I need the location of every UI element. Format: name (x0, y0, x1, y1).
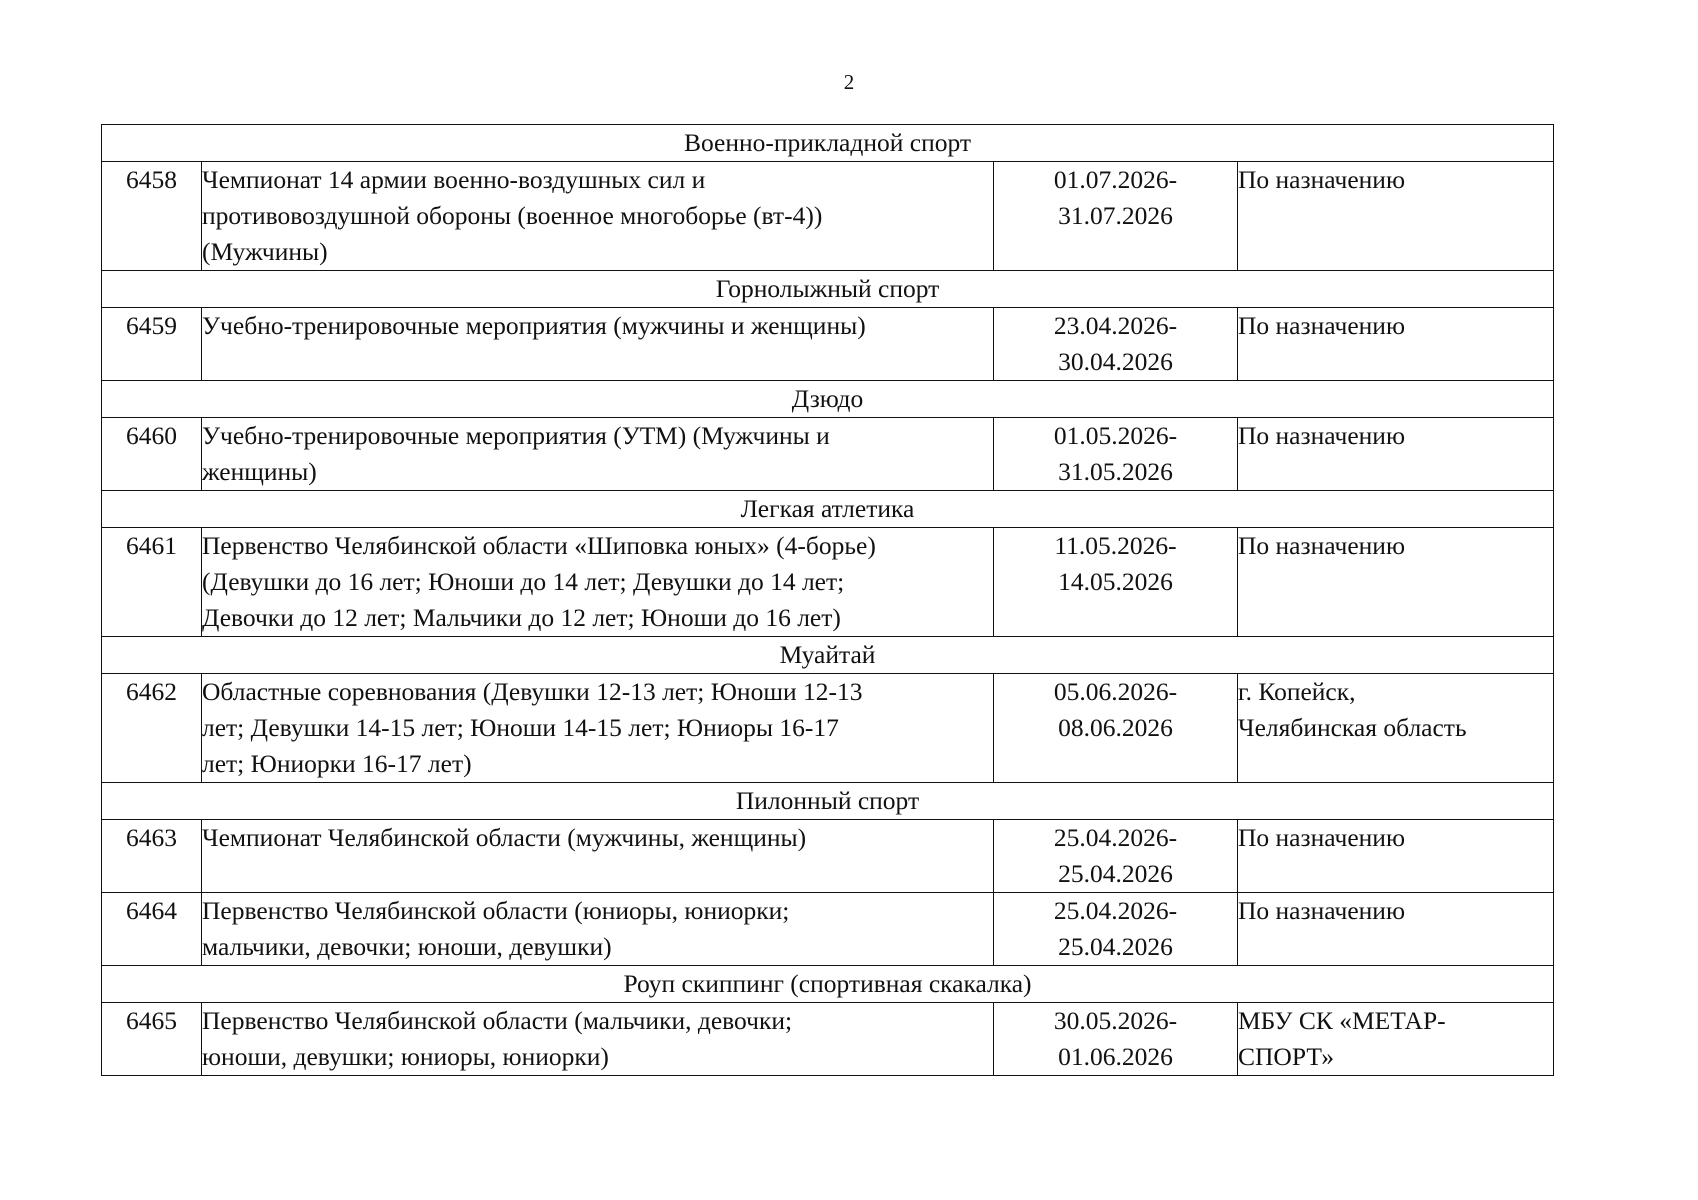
event-number: 6458 (102, 162, 202, 271)
event-date-start: 05.06.2026- (1053, 677, 1178, 706)
event-title-line: мальчики, девочки; юноши, девушки) (202, 932, 612, 961)
section-title: Пилонный спорт (102, 783, 1554, 820)
event-date-start: 30.05.2026- (1053, 1006, 1178, 1035)
event-place (1238, 308, 1554, 381)
event-title-line: лет; Девушки 14-15 лет; Юноши 14-15 лет; Юниоры 16-17 (202, 713, 839, 742)
event-number: 6460 (102, 418, 202, 491)
event-date-end: 25.04.2026 (1058, 859, 1173, 888)
event-place-line: г. Копейск, (1238, 677, 1356, 706)
event-title-line: Чемпионат Челябинской области (мужчины, женщины) (202, 823, 807, 852)
event-place (1238, 418, 1554, 491)
event-title (202, 528, 994, 637)
table-row (102, 820, 1554, 893)
section-title: Роуп скиппинг (спортивная скакалка) (102, 966, 1554, 1003)
event-dates (994, 308, 1238, 381)
events-table (101, 124, 1554, 1076)
event-title (202, 893, 994, 966)
event-place-line: По назначению (1238, 896, 1406, 925)
event-title-line: Первенство Челябинской области (мальчики, девочки; (202, 1006, 793, 1035)
event-date-end: 08.06.2026 (1058, 713, 1173, 742)
section-header-row (102, 125, 1554, 162)
section-title: Муайтай (102, 637, 1554, 674)
event-title (202, 308, 994, 381)
event-date-end: 01.06.2026 (1058, 1042, 1173, 1071)
event-place (1238, 1003, 1554, 1076)
event-dates (994, 820, 1238, 893)
event-title-line: (Мужчины) (202, 237, 328, 266)
event-place (1238, 528, 1554, 637)
event-title-line: Чемпионат 14 армии военно-воздушных сил и (202, 165, 706, 194)
section-header-row (102, 381, 1554, 418)
event-date-start: 01.05.2026- (1053, 421, 1178, 450)
event-dates (994, 893, 1238, 966)
event-title-line: Первенство Челябинской области (юниоры, юниорки; (202, 896, 790, 925)
event-dates (994, 1003, 1238, 1076)
section-title: Дзюдо (102, 381, 1554, 418)
event-date-end: 14.05.2026 (1058, 567, 1173, 596)
event-number: 6464 (102, 893, 202, 966)
event-place (1238, 674, 1554, 783)
event-title-line: Учебно-тренировочные мероприятия (УТМ) (Мужчины и (202, 421, 830, 450)
section-title: Военно-прикладной спорт (102, 125, 1554, 162)
event-place-line: СПОРТ» (1238, 1042, 1334, 1071)
event-date-start: 11.05.2026- (1054, 531, 1177, 560)
section-header-row (102, 271, 1554, 308)
event-number: 6463 (102, 820, 202, 893)
event-title-line: Девочки до 12 лет; Мальчики до 12 лет; Юноши до 16 лет) (202, 603, 841, 632)
event-number: 6465 (102, 1003, 202, 1076)
event-date-start: 25.04.2026- (1053, 823, 1178, 852)
section-title: Горнолыжный спорт (102, 271, 1554, 308)
event-place-line: По назначению (1238, 421, 1406, 450)
event-date-start: 01.07.2026- (1053, 165, 1178, 194)
page-number: 2 (843, 70, 855, 94)
event-date-end: 31.07.2026 (1058, 201, 1173, 230)
section-header-row (102, 491, 1554, 528)
event-number: 6461 (102, 528, 202, 637)
event-place-line: По назначению (1238, 165, 1406, 194)
event-title-line: Областные соревнования (Девушки 12-13 лет; Юноши 12-13 (202, 677, 863, 706)
event-dates (994, 674, 1238, 783)
event-title-line: Первенство Челябинской области «Шиповка юных» (4-борье) (202, 531, 876, 560)
event-dates (994, 418, 1238, 491)
section-header-row (102, 637, 1554, 674)
section-header-row (102, 966, 1554, 1003)
event-title (202, 820, 994, 893)
event-place-line: По назначению (1238, 311, 1406, 340)
events-table-body (102, 125, 1554, 1076)
event-date-end: 30.04.2026 (1058, 347, 1173, 376)
event-title-line: юноши, девушки; юниоры, юниорки) (202, 1042, 609, 1071)
table-row (102, 674, 1554, 783)
event-title (202, 1003, 994, 1076)
event-title (202, 162, 994, 271)
event-title (202, 674, 994, 783)
event-dates (994, 162, 1238, 271)
event-number: 6462 (102, 674, 202, 783)
event-title-line: Учебно-тренировочные мероприятия (мужчины и женщины) (202, 311, 866, 340)
event-date-start: 25.04.2026- (1053, 896, 1178, 925)
event-place (1238, 820, 1554, 893)
event-place-line: Челябинская область (1238, 713, 1467, 742)
section-title: Легкая атлетика (102, 491, 1554, 528)
event-place-line: По назначению (1238, 823, 1406, 852)
table-row (102, 893, 1554, 966)
event-title-line: (Девушки до 16 лет; Юноши до 14 лет; Девушки до 14 лет; (202, 567, 845, 596)
event-number: 6459 (102, 308, 202, 381)
event-place-line: МБУ СК «МЕТАР- (1238, 1006, 1446, 1035)
event-title-line: противовоздушной обороны (военное многоборье (вт-4)) (202, 201, 823, 230)
event-title-line: лет; Юниорки 16-17 лет) (202, 749, 472, 778)
event-place-line: По назначению (1238, 531, 1406, 560)
event-dates (994, 528, 1238, 637)
event-date-start: 23.04.2026- (1053, 311, 1178, 340)
event-title (202, 418, 994, 491)
table-row (102, 308, 1554, 381)
event-date-end: 31.05.2026 (1058, 457, 1173, 486)
event-place (1238, 893, 1554, 966)
event-date-end: 25.04.2026 (1058, 932, 1173, 961)
event-place (1238, 162, 1554, 271)
event-title-line: женщины) (202, 457, 317, 486)
table-row (102, 162, 1554, 271)
table-row (102, 418, 1554, 491)
section-header-row (102, 783, 1554, 820)
table-row (102, 1003, 1554, 1076)
table-row (102, 528, 1554, 637)
